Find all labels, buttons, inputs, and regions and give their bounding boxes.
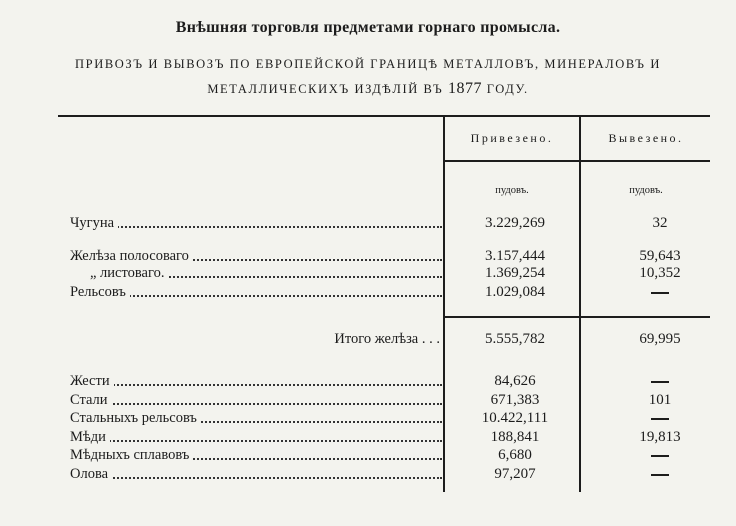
row-imported: 6,680 — [498, 447, 532, 463]
row-label: Олова — [70, 465, 442, 483]
subtitle-year: 1877 — [448, 80, 482, 97]
row-imported: 1.029,084 — [485, 284, 545, 300]
row-exported — [600, 283, 720, 301]
row-exported — [600, 446, 720, 464]
total-label: Итого желѣза . . . — [334, 331, 440, 347]
row-imported: 97,207 — [494, 466, 536, 482]
row-exported: 10,352 — [639, 265, 681, 281]
row-imported: 3.157,444 — [485, 248, 545, 264]
row-imported: 10.422,111 — [481, 410, 549, 426]
total-imported: 5.555,782 — [485, 331, 545, 347]
row-imported: 188,841 — [490, 429, 540, 445]
subtitle-line-2 — [0, 80, 736, 98]
row-imported: 1.369,254 — [485, 265, 545, 281]
row-exported — [600, 372, 720, 390]
row-imported: 3.229,269 — [485, 215, 545, 231]
row-label: Стали — [70, 391, 442, 409]
table-top-rule — [58, 115, 710, 117]
row-label: Мѣди — [70, 428, 442, 446]
subtitle-line-2-text: МЕТАЛЛИЧЕСКИХЪ ИЗДѢЛІЙ ВЪ — [207, 82, 444, 96]
row-label: Чугуна — [70, 214, 442, 232]
row-exported — [600, 465, 720, 483]
subtitle-tail: ГОДУ. — [486, 82, 529, 96]
row-imported: 671,383 — [490, 392, 540, 408]
dash-mark — [651, 418, 669, 420]
row-exported: 19,813 — [639, 429, 681, 445]
dash-mark — [651, 474, 669, 476]
dash-mark — [651, 292, 669, 294]
column-divider-main — [443, 115, 445, 492]
row-label: „ листоваго. — [90, 264, 442, 282]
dash-mark — [651, 381, 669, 383]
row-exported — [600, 409, 720, 427]
total-exported: 69,995 — [639, 331, 681, 347]
header-rule — [444, 160, 710, 162]
row-label: Мѣдныхъ сплавовъ — [70, 446, 442, 464]
dash-mark — [651, 455, 669, 457]
total-rule — [444, 316, 710, 318]
unit-exported: пудовъ. — [629, 185, 663, 196]
row-exported: 59,643 — [639, 248, 681, 264]
row-label: Желѣза полосоваго — [70, 247, 442, 265]
unit-imported: пудовъ. — [495, 185, 529, 196]
row-label: Жести — [70, 372, 442, 390]
row-label: Рельсовъ — [70, 283, 442, 301]
row-label: Стальныхъ рельсовъ — [70, 409, 442, 427]
page-title: Внѣшняя торговля предметами горнаго промысла. — [175, 19, 561, 36]
subtitle-line-1: ПРИВОЗЪ И ВЫВОЗЪ ПО ЕВРОПЕЙСКОЙ ГРАНИЦѢ МЕТАЛЛОВЪ, МИНЕРАЛОВЪ И — [75, 57, 661, 71]
row-exported: 32 — [652, 215, 668, 231]
column-header-imported: Привезено. — [470, 131, 554, 145]
row-exported: 101 — [648, 392, 672, 408]
column-header-exported: Вывезено. — [608, 131, 684, 145]
row-imported: 84,626 — [494, 373, 536, 389]
